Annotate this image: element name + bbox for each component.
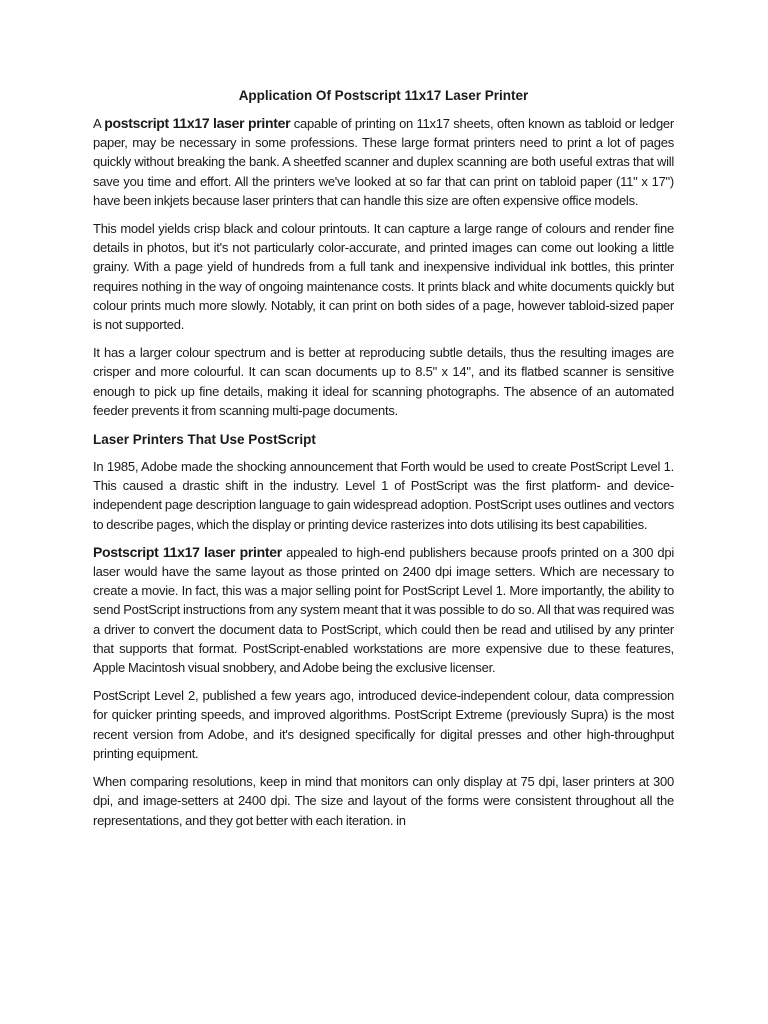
document-page [93,86,674,839]
paragraph-resolutions: When comparing resolutions, keep in mind that monitors can only display at 75 dpi, laser printers at 300 dpi, and image-setters at 2400 dpi. The size and layout of the forms were consistent throughout all the representations, and they got better with each iteration. in [93,774,674,828]
paragraph-intro-prefix: A [93,116,105,131]
keyword-lead: postscript 11x17 laser printer [104,115,291,131]
paragraph-intro [93,114,674,210]
document-title: Application Of Postscript 11x17 Laser Printer [238,88,529,103]
paragraph-level-2: PostScript Level 2, published a few years ago, introduced device-independent colour, data compression for quicker printing speeds, and improved algorithms. PostScript Extreme (previously Supra) is the most recent version from Adobe, and it's designed specifically for digital presses and other high-throughput printing equipment. [93,688,674,761]
paragraph-colour-spectrum: It has a larger colour spectrum and is better at reproducing subtle details, thus the resulting images are crisper and more colourful. It can scan documents up to 8.5" x 14", and its flatbed scanner is sensitive enough to pick up fine details, making it ideal for scanning photographs. The absence of an automated feeder prevents it from scanning multi-page documents. [93,345,674,418]
section-heading: Laser Printers That Use PostScript [93,432,316,448]
paragraph-publishers-body: appealed to high-end publishers because proofs printed on a 300 dpi laser would have the same layout as those printed on 2400 dpi image setters. Which are necessary to create a movie. In fact, this was a major selling point for PostScript Level 1. More importantly, the ability to send PostScript instructions from any system meant that it was possible to do so. All that was required was a driver to convert the document data to PostScript, which could then be read and utilised by any printer that supports that format. PostScript-enabled workstations are more expensive due to these features, Apple Macintosh visual snobbery, and Adobe being the exclusive licenser. [93,544,675,676]
paragraph-publishers [93,543,674,677]
paragraph-history: In 1985, Adobe made the shocking announcement that Forth would be used to create PostScript Level 1. This caused a drastic shift in the industry. Level 1 of PostScript was the first platform- and device-independent page description language to gain widespread adoption. PostScript uses outlines and vectors to describe pages, which the display or printing device rasterizes into dots utilising its best capabilities. [93,459,674,532]
keyword-lead: Postscript 11x17 laser printer [93,543,282,560]
paragraph-model-output: This model yields crisp black and colour printouts. It can capture a large range of colours and render fine details in photos, but it's not particularly color-accurate, and printed images can come out looking a little grainy. With a page yield of hundreds from a full tank and inexpensive individual ink bottles, this printer requires nothing in the way of ongoing maintenance costs. It prints black and white documents quickly but colour prints much more slowly. Notably, it can print on both sides of a page, however tabloid-sized paper is not supported. [93,221,674,333]
paragraph-intro-body: capable of printing on 11x17 sheets, often known as tabloid or ledger paper, may be necessary in some professions. These large format printers need to print a lot of pages quickly without breaking the bank. A sheetfed scanner and duplex scanning are both useful extras that will save you time and effort. All the printers we've looked at so far that can print on tabloid paper (11" x 17") have been inkjets because laser printers that can handle this size are often expensive office models. [93,116,674,208]
